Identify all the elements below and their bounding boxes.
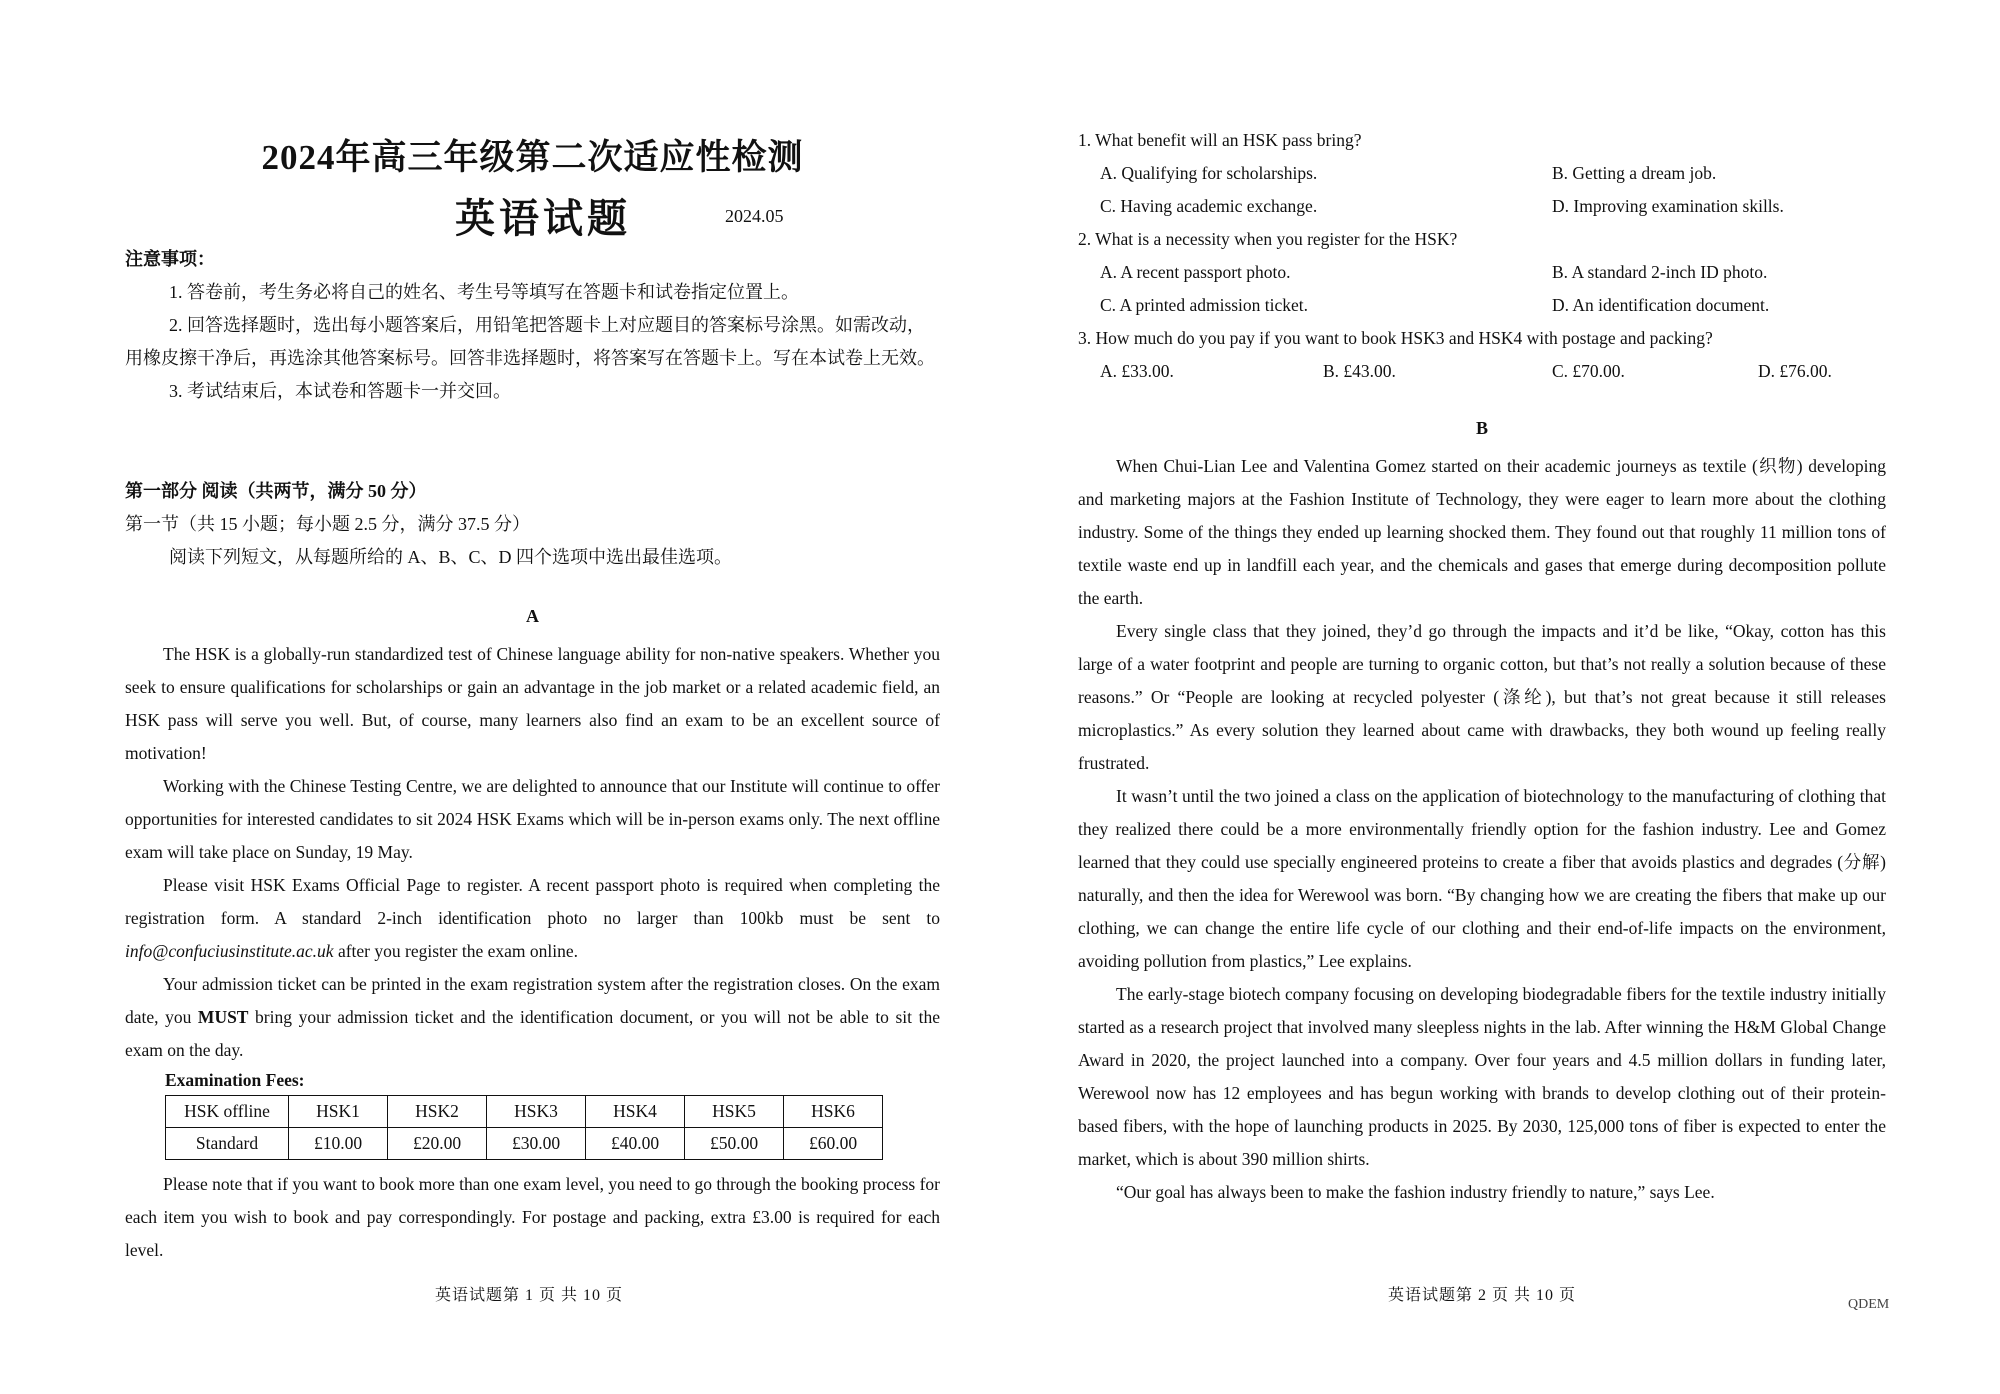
passage-b-paragraph-1: When Chui-Lian Lee and Valentina Gomez started on their academic journeys as textile (织物) developing and marketing majors at the Fashion Institute of Technology, they were eager to learn more about the clothing industry. Some of the things they ended up learning shocked them. They found out that roughly 11 million tons of textile waste end up in landfill each year, and the chemicals and gases that emerge during decomposition pollute the earth.: [1078, 456, 1886, 608]
question-2: 2. What is a necessity when you register for the HSK?: [1078, 229, 1458, 249]
fees-value-cell: £30.00: [487, 1128, 586, 1160]
email-address: info@confuciusinstitute.ac.uk: [125, 941, 334, 961]
q2-option-c: C. A printed admission ticket.: [1100, 295, 1309, 315]
notes-heading: 注意事项：: [125, 249, 215, 269]
fees-value-cell: £20.00: [388, 1128, 487, 1160]
fees-value-row: [166, 1128, 883, 1160]
passage-b-letter: B: [1475, 418, 1488, 438]
fees-table: [165, 1095, 883, 1160]
fees-value-cell: £10.00: [289, 1128, 388, 1160]
section-heading: 第一节（共 15 小题；每小题 2.5 分，满分 37.5 分）: [125, 514, 530, 534]
exam-title: 2024年高三年级第二次适应性检测: [261, 138, 804, 177]
exam-date: 2024.05: [725, 206, 784, 226]
passage-a-letter: A: [526, 606, 539, 626]
question-1-options-row-2: [1078, 190, 1886, 223]
question-1-options-row-1: [1078, 157, 1886, 190]
q1-option-c: C. Having academic exchange.: [1100, 196, 1318, 216]
must-emphasis: MUST: [197, 1007, 249, 1027]
fees-value-cell: Standard: [166, 1128, 289, 1160]
part-one-header: [125, 475, 940, 574]
question-3: 3. How much do you pay if you want to book HSK3 and HSK4 with postage and packing?: [1078, 328, 1713, 348]
passage-a-paragraph-1: The HSK is a globally-run standardized test of Chinese language ability for non-native speakers. Whether you seek to ensure qualifications for scholarships or gain an advantage in the job market or a related academic field, an HSK pass will serve you well. But, of course, many learners also find an exam to be an excellent source of motivation!: [125, 644, 940, 763]
q3-option-a: A. £33.00.: [1100, 361, 1174, 381]
question-3-options-row: [1078, 355, 1886, 388]
q3-option-c: C. £70.00.: [1552, 361, 1625, 381]
question-1: 1. What benefit will an HSK pass bring?: [1078, 130, 1362, 150]
note-item-2: 2. 回答选择题时，选出每小题答案后，用铅笔把答题卡上对应题目的答案标号涂黑。如需改动，用橡皮擦干净后，再选涂其他答案标号。回答非选择题时，将答案写在答题卡上。写在本试卷上无效。: [125, 315, 935, 368]
passage-b: [1078, 450, 1886, 1209]
q3-option-d: D. £76.00.: [1758, 361, 1832, 381]
fees-header-cell: HSK offline: [166, 1096, 289, 1128]
fees-value-cell: £50.00: [685, 1128, 784, 1160]
q2-option-d: D. An identification document.: [1552, 295, 1770, 315]
passage-a: [125, 638, 940, 1067]
note-item-3: 3. 考试结束后，本试卷和答题卡一并交回。: [169, 381, 511, 401]
corner-mark: QDEM: [1848, 1297, 1890, 1312]
page-footer-1: 英语试题第 1 页 共 10 页: [435, 1287, 624, 1304]
passage-a-paragraph-2: Working with the Chinese Testing Centre, we are delighted to announce that our Institute will continue to offer opportunities for interested candidates to sit 2024 HSK Exams which will be in-person exams only. The next offline exam will take place on Sunday, 19 May.: [125, 776, 940, 862]
questions-block: [1078, 124, 1886, 388]
section-instruction: 阅读下列短文，从每题所给的 A、B、C、D 四个选项中选出最佳选项。: [169, 547, 733, 567]
note-item-1: 1. 答卷前，考生务必将自己的姓名、考生号等填写在答题卡和试卷指定位置上。: [169, 282, 799, 302]
passage-a-paragraph-3: Please visit HSK Exams Official Page to register. A recent passport photo is required when completing the registration form. A standard 2-inch identification photo no larger than 100kb must be sent to info@confuciusinstitute.ac.uk after you register the exam online.: [125, 875, 940, 961]
fees-label: Examination Fees:: [165, 1070, 305, 1090]
fees-header-row: [166, 1096, 883, 1128]
fees-header-cell: HSK3: [487, 1096, 586, 1128]
passage-a-paragraph-4: Your admission ticket can be printed in the exam registration system after the registration closes. On the exam date, you MUST bring your admission ticket and the identification document, or you will not be able to sit the exam on the day.: [125, 974, 940, 1060]
exam-subject-title: 英语试题: [455, 196, 631, 241]
q1-option-b: B. Getting a dream job.: [1552, 163, 1717, 183]
passage-b-paragraph-2: Every single class that they joined, they’d go through the impacts and it’d be like, “Okay, cotton has this large of a water footprint and people are turning to organic cotton, but that’s not really a solution because of these reasons.” Or “People are looking at recycled polyester (涤纶), but that’s not great because it still releases microplastics.” As every solution they learned about came with drawbacks, they both wound up feeling really frustrated.: [1078, 621, 1886, 773]
part-heading: 第一部分 阅读（共两节，满分 50 分）: [125, 481, 427, 501]
passage-a-paragraph-5: Please note that if you want to book more than one exam level, you need to go through the booking process for each item you wish to book and pay correspondingly. For postage and packing, extra £3.00 is required for each level.: [125, 1174, 940, 1260]
notes-section: [125, 243, 940, 408]
fees-value-cell: £40.00: [586, 1128, 685, 1160]
fees-header-cell: HSK6: [784, 1096, 883, 1128]
q3-option-b: B. £43.00.: [1323, 361, 1396, 381]
q1-option-d: D. Improving examination skills.: [1552, 196, 1784, 216]
fees-header-cell: HSK2: [388, 1096, 487, 1128]
fees-header-cell: HSK1: [289, 1096, 388, 1128]
page-footer-2: 英语试题第 2 页 共 10 页: [1388, 1287, 1577, 1304]
passage-a-note: [125, 1168, 940, 1267]
q1-option-a: A. Qualifying for scholarships.: [1100, 163, 1318, 183]
passage-b-paragraph-5: “Our goal has always been to make the fashion industry friendly to nature,” says Lee.: [1116, 1182, 1715, 1202]
passage-b-paragraph-4: The early-stage biotech company focusing on developing biodegradable fibers for the textile industry initially started as a research project that involved many sleepless nights in the lab. After winning the H&M Global Change Award in 2020, the project launched into a company. Over four years and 4.5 million dollars in funding later, Werewool now has 12 employees and has begun working with brands to develop clothing out of their protein-based fibers, with the hope of launching products in 2025. By 2030, 125,000 tons of fiber is expected to enter the market, which is about 390 million shirts.: [1078, 984, 1886, 1169]
question-2-options-row-2: [1078, 289, 1886, 322]
q2-option-b: B. A standard 2-inch ID photo.: [1552, 262, 1768, 282]
fees-value-cell: £60.00: [784, 1128, 883, 1160]
fees-header-cell: HSK4: [586, 1096, 685, 1128]
passage-b-paragraph-3: It wasn’t until the two joined a class on the application of biotechnology to the manufacturing of clothing that they realized there could be a more environmentally friendly option for the fashion industry. Lee and Gomez learned that they could use specially engineered proteins to create a fiber that avoids plastics and degrades (分解) naturally, and then the idea for Werewool was born. “By changing how we are creating the fibers that make up our clothing, we can change the entire life cycle of our clothing and their end-of-life impacts on the environment, avoiding pollution from plastics,” Lee explains.: [1078, 786, 1886, 971]
fees-header-cell: HSK5: [685, 1096, 784, 1128]
q2-option-a: A. A recent passport photo.: [1100, 262, 1291, 282]
question-2-options-row-1: [1078, 256, 1886, 289]
